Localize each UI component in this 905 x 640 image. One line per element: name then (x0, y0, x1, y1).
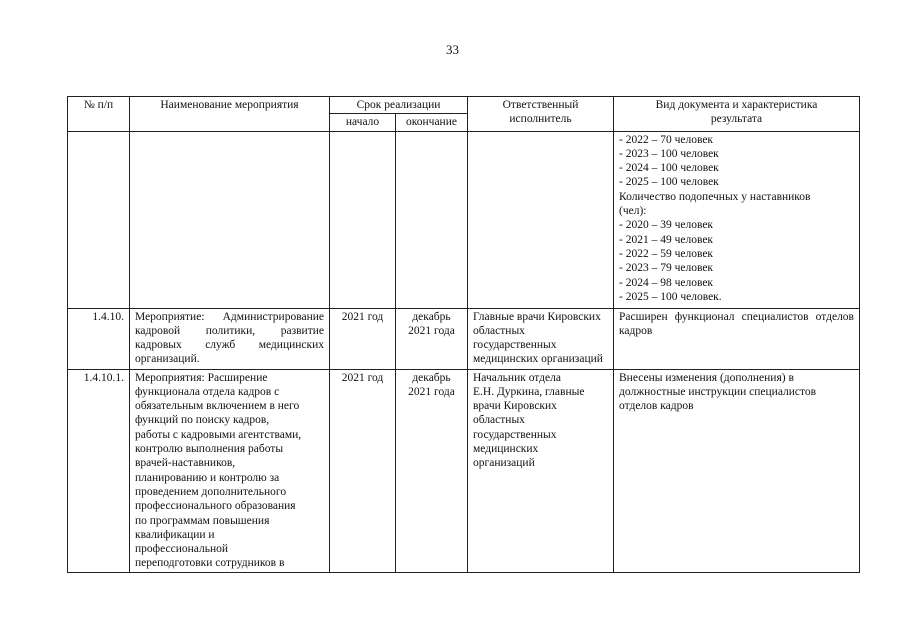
result-line: - 2021 – 49 человек (619, 233, 714, 246)
name-line: работы с кадровыми агентствами, (135, 428, 302, 441)
result-line: - 2023 – 79 человек (619, 262, 714, 275)
header-responsible (468, 97, 614, 132)
cell-start (330, 131, 396, 308)
name-line: проведением дополнительного (135, 485, 287, 498)
result-line: (чел): (619, 205, 647, 218)
header-name: Наименование мероприятия (130, 97, 330, 132)
cell-responsible: Главные врачи Кировских областных государственных медицинских организаций (468, 308, 614, 369)
page-number: 33 (446, 42, 459, 57)
cell-result: Расширен функционал специалистов отделов кадров (614, 308, 860, 369)
header-num: № п/п (68, 97, 130, 132)
result-line: - 2022 – 70 человек (619, 133, 714, 146)
cell-name (130, 131, 330, 308)
name-line: профессиональной (135, 543, 229, 556)
name-line: профессионального образования (135, 500, 296, 513)
cell-num: 1.4.10.1. (68, 369, 130, 572)
header-responsible-line: Ответственный (502, 99, 579, 111)
cell-end (396, 131, 468, 308)
table-row-1-4-10 (68, 308, 860, 369)
cell-name (130, 369, 330, 572)
cell-num: 1.4.10. (68, 308, 130, 369)
name-line: контролю выполнения работы (135, 443, 284, 456)
cell-end (396, 369, 468, 572)
result-line: - 2025 – 100 человек. (619, 290, 722, 303)
end-line: декабрь (412, 371, 451, 384)
header-result-line: результата (710, 113, 763, 126)
table-header-row (68, 97, 860, 114)
responsible-line: Начальник отдела (473, 371, 561, 384)
cell-end (396, 308, 468, 369)
result-line: - 2025 – 100 человек (619, 176, 719, 189)
result-line: - 2024 – 100 человек (619, 162, 719, 175)
cell-responsible (468, 131, 614, 308)
responsible-line: организаций (473, 457, 535, 470)
cell-responsible (468, 369, 614, 572)
name-line: по программам повышения (135, 514, 270, 527)
cell-result (614, 131, 860, 308)
responsible-line: врачи Кировских (473, 400, 557, 413)
name-line: функционала отдела кадров с (135, 385, 280, 398)
measures-table (67, 96, 860, 573)
responsible-line: областных (473, 414, 525, 427)
end-line: 2021 года (408, 385, 455, 398)
table-row-1-4-10-1 (68, 369, 860, 572)
table-row-continuation (68, 131, 860, 308)
responsible-line: Е.Н. Дуркина, главные (473, 385, 585, 398)
responsible-line: медицинских (473, 443, 539, 456)
name-line: квалификации и (135, 528, 215, 541)
header-result-line: Вид документа и характеристика (655, 99, 818, 111)
result-line: - 2024 – 98 человек (619, 276, 714, 289)
name-line: врачей-наставников, (135, 457, 236, 470)
name-line: обязательным включением в него (135, 400, 300, 413)
name-line: функций по поиску кадров, (135, 414, 270, 427)
cell-start: 2021 год (330, 308, 396, 369)
name-line: планированию и контролю за (135, 471, 280, 484)
cell-num (68, 131, 130, 308)
result-line: - 2022 – 59 человек (619, 247, 714, 260)
end-line: 2021 года (408, 324, 455, 337)
name-line: переподготовки сотрудников в (135, 557, 285, 570)
cell-start: 2021 год (330, 369, 396, 572)
responsible-line: государственных (473, 428, 557, 441)
cell-name: Мероприятие: Администрирование кадровой политики, развитие кадровых служб медицинских организаций. (130, 308, 330, 369)
header-responsible-line: исполнитель (509, 113, 572, 126)
name-line: Мероприятия: Расширение (135, 371, 268, 384)
result-line: - 2023 – 100 человек (619, 147, 719, 160)
end-line: декабрь (412, 310, 451, 323)
header-start: начало (330, 114, 396, 131)
result-line: Количество подопечных у наставников (619, 190, 811, 203)
header-term: Срок реализации (330, 97, 468, 114)
header-result (614, 97, 860, 132)
result-line: - 2020 – 39 человек (619, 219, 714, 232)
header-end: окончание (396, 114, 468, 131)
cell-result: Внесены изменения (дополнения) в должностные инструкции специалистов отделов кадров (614, 369, 860, 572)
